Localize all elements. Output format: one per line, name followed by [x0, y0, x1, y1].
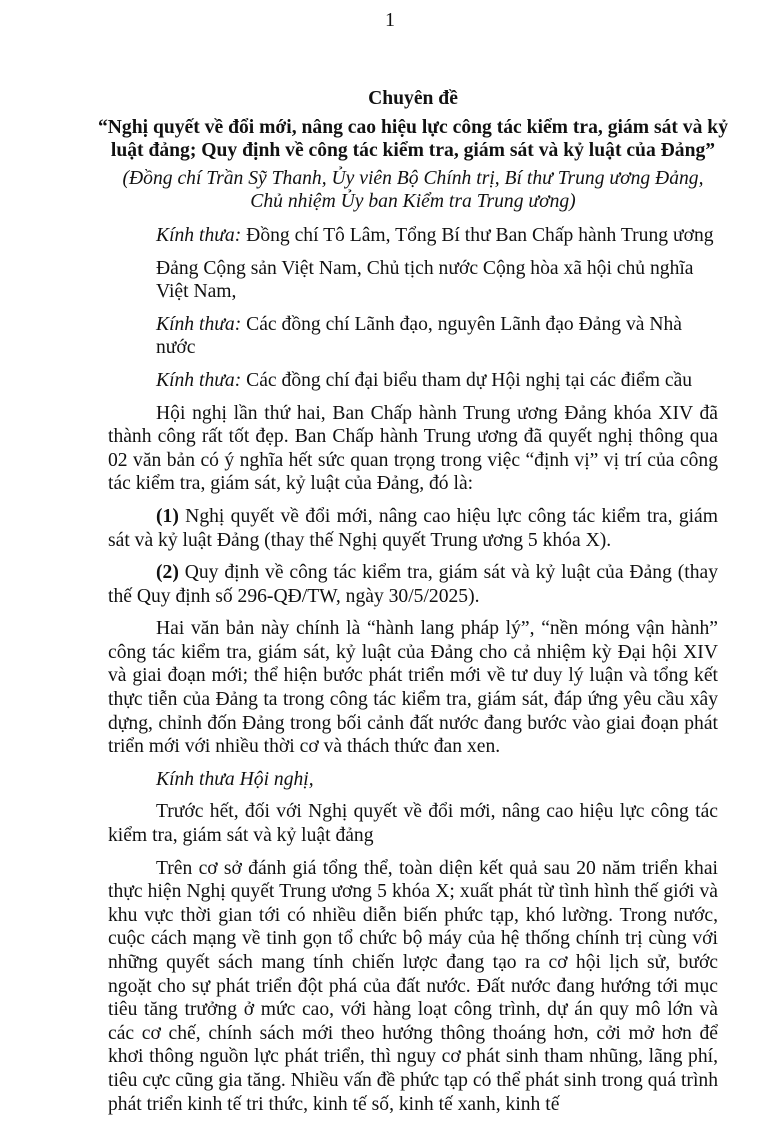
greeting-text: Các đồng chí Lãnh đạo, nguyên Lãnh đạo Đảng và Nhà nước [156, 313, 682, 359]
greeting-text: Đảng Cộng sản Việt Nam, Chủ tịch nước Cộng hòa xã hội chủ nghĩa Việt Nam, [156, 257, 694, 303]
paragraph-item-2 [108, 561, 718, 608]
document-body [97, 87, 728, 1125]
item-2-label: (2) [156, 562, 179, 584]
paragraph-assessment: Trên cơ sở đánh giá tổng thể, toàn diện kết quả sau 20 năm triển khai thực hiện Nghị quyết Trung ương 5 khóa X; xuất phát từ tình hình thế giới và khu vực thời gian tới có nhiều diễn biến phức tạp, khó lường. Trong nước, cuộc cách mạng về tinh gọn tổ chức bộ máy của hệ thống chính trị cùng với những quyết sách mang tính chiến lược đang tạo ra cơ hội lịch sử, bước ngoặt cho sự phát triển đột phá của đất nước. Đất nước đang hướng tới mục tiêu tăng trưởng ở mức cao, với hàng loạt công trình, dự án quy mô lớn và các cơ chế, chính sách mới theo hướng thông thoáng hơn, cởi mở hơn để khơi thông nguồn lực phát triển, thì nguy cơ phát sinh tham nhũng, lãng phí, tiêu cực cũng gia tăng. Nhiều vấn đề phức tạp có thể phát sinh trong quá trình phát triển kinh tế tri thức, kinh tế số, kinh tế xanh, kinh tế [108, 857, 718, 1115]
byline-line-2: Chủ nhiệm Ủy ban Kiểm tra Trung ương) [250, 191, 576, 213]
greeting-prefix: Kính thưa: [156, 224, 242, 246]
document-heading: Chuyên đề [368, 88, 458, 109]
paragraph-significance: Hai văn bản này chính là “hành lang pháp lý”, “nền móng vận hành” công tác kiểm tra, giám sát, kỷ luật của Đảng cho cả nhiệm kỳ Đại hội XIV và giai đoạn mới; thể hiện bước phát triển mới về tư duy lý luận và tổng kết thực tiễn của Đảng ta trong công tác kiểm tra, giám sát, đáp ứng yêu cầu xây dựng, chỉnh đốn Đảng trong bối cảnh đất nước đang bước vào giai đoạn phát triển mới với nhiều thời cơ và thách thức đan xen. [108, 618, 718, 758]
greeting-prefix: Kính thưa: [156, 369, 242, 391]
item-1-text: Nghị quyết về đổi mới, nâng cao hiệu lực công tác kiểm tra, giám sát và kỷ luật Đảng (thay thế Nghị quyết Trung ương 5 khóa X). [108, 505, 718, 551]
page-number: 1 [385, 9, 395, 31]
greeting-text: Các đồng chí đại biểu tham dự Hội nghị tại các điểm cầu [241, 369, 693, 391]
author-byline [108, 167, 718, 214]
document-subtitle: “Nghị quyết về đổi mới, nâng cao hiệu lực công tác kiểm tra, giám sát và kỷ luật đảng; Quy định về công tác kiểm tra, giám sát và kỷ luật của Đảng” [97, 116, 728, 162]
greeting-3 [108, 369, 718, 393]
greeting-1 [108, 224, 718, 248]
byline-line-1: (Đồng chí Trần Sỹ Thanh, Ủy viên Bộ Chính trị, Bí thư Trung ương Đảng, [122, 167, 704, 189]
greeting-text: Đồng chí Tô Lâm, Tổng Bí thư Ban Chấp hành Trung ương [241, 224, 714, 246]
item-2-text: Quy định về công tác kiểm tra, giám sát và kỷ luật của Đảng (thay thế Quy định số 296-QĐ/TW, ngày 30/5/2025). [108, 562, 718, 607]
greeting-prefix: Kính thưa: [156, 313, 242, 335]
greeting-2 [108, 313, 718, 360]
item-1-label: (1) [156, 505, 179, 527]
paragraph-salutation: Kính thưa Hội nghị, [156, 768, 314, 790]
greeting-1-continued [108, 257, 718, 304]
paragraph-item-1 [108, 505, 718, 552]
paragraph-intro: Hội nghị lần thứ hai, Ban Chấp hành Trung ương Đảng khóa XIV đã thành công rất tốt đẹp. Ban Chấp hành Trung ương đã quyết nghị thông qua 02 văn bản có ý nghĩa hết sức quan trọng trong việc “định vị” vị trí của công tác kiểm tra, giám sát, kỷ luật của Đảng, đó là: [108, 402, 718, 495]
paragraph-first-section: Trước hết, đối với Nghị quyết về đổi mới, nâng cao hiệu lực công tác kiểm tra, giám sát và kỷ luật đảng [108, 801, 718, 847]
